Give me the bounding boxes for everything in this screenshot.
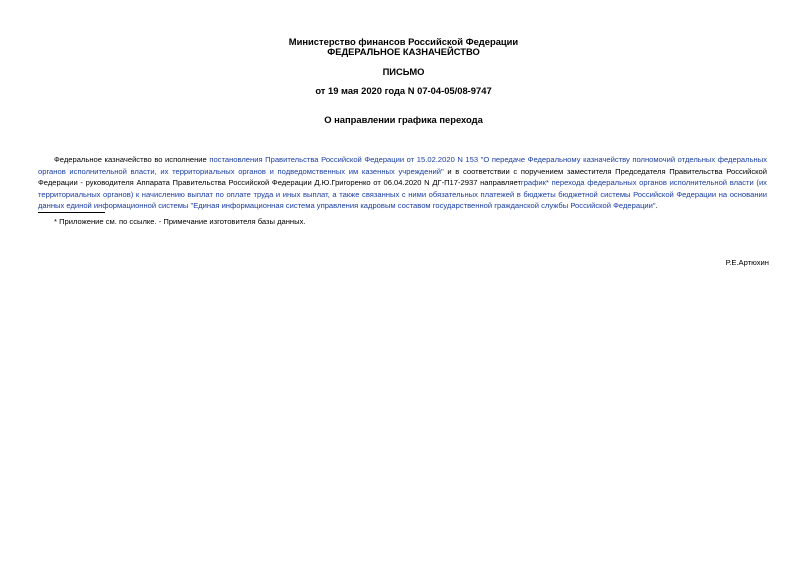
footnote-divider [38,212,105,213]
ministry-name: Министерство финансов Российской Федерации [288,36,519,47]
body-text-part: Федеральное казначейство во исполнение [54,155,210,164]
body-text-part: и в соответствии с поручением заместителя Председателя Правительства Российской Федерации - руководителя Аппарата Правительства Российской Федерации Д.Ю.Григоренко от 06.04.2020 N ДГ-П17-2937 направляет [38,166,767,188]
footnote-text: * Приложение см. по ссылке. - Примечание изготовителя базы данных. [54,217,306,226]
document-date-number: от 19 мая 2020 года N 07-04-05/08-9747 [315,85,492,96]
body-text-part: . [655,201,658,211]
agency-name: ФЕДЕРАЛЬНОЕ КАЗНАЧЕЙСТВО [327,46,480,57]
letter-body [38,154,767,212]
document-type: ПИСЬМО [382,66,425,77]
document-subject: О направлении графика перехода [324,114,483,125]
schedule-link[interactable]: график* перехода федеральных органов исполнительной власти (их территориальных органов) к начислению выплат по оплате труда и иных выплат, а также связанных с ними обязательных платежей в бюджеты бюджетной системы Российской Федерации на основании данных единой информационной системы "Единая информационная система управления кадровым составом государственной гражданской службы Российской Федерации" [38,178,767,211]
signature-name: Р.Е.Артюхин [725,258,769,267]
resolution-link[interactable]: постановления Правительства Российской Федерации от 15.02.2020 N 153 "О передаче Федеральному казначейству полномочий отдельных федеральных органов исполнительной власти, их территориальных органов и подведомственных им казенных учреждений" [38,155,767,176]
